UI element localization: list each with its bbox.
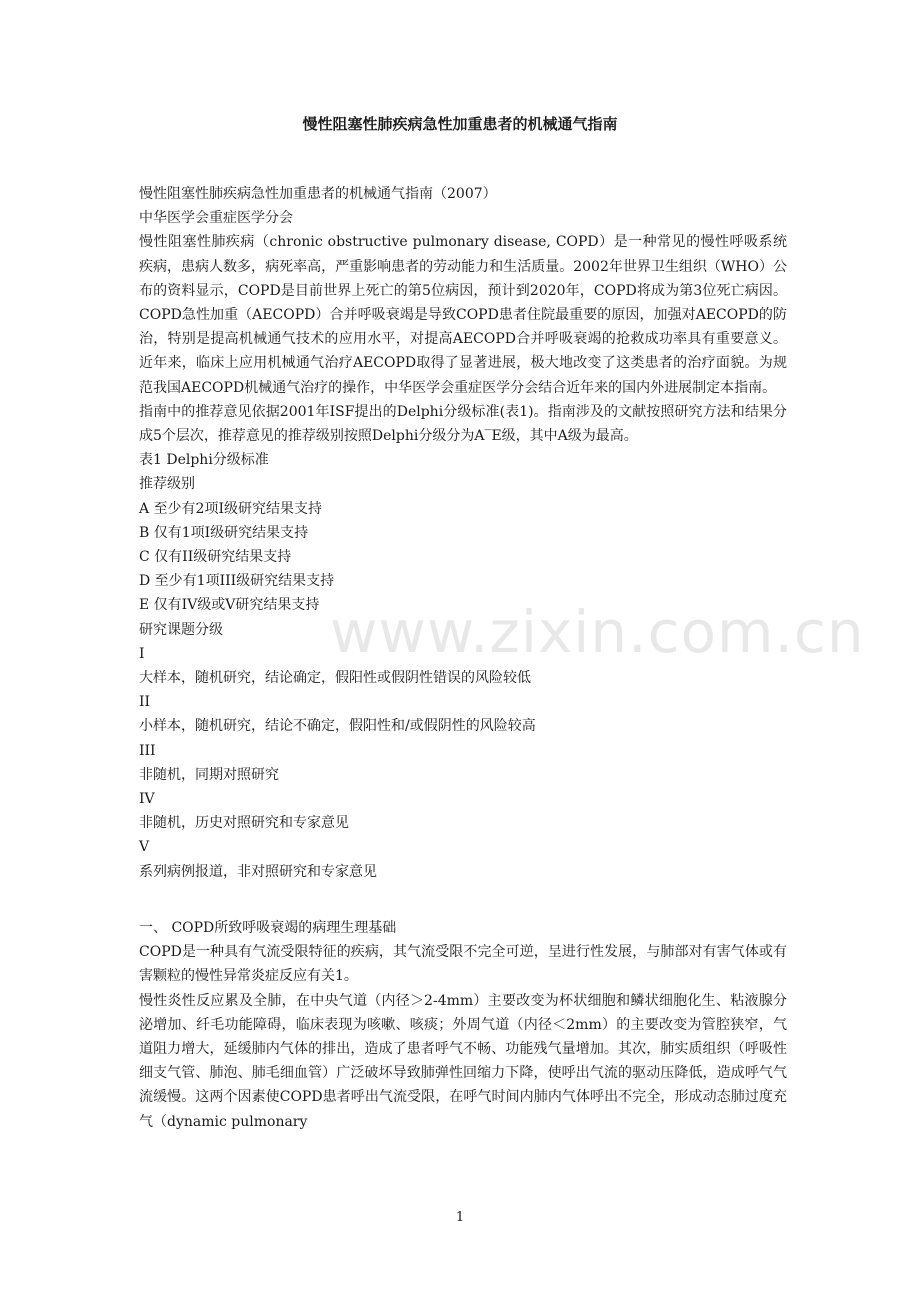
paragraph: 慢性阻塞性肺疾病（chronic obstructive pulmonary disease, COPD）是一种常见的慢性呼吸系统疾病，患病人数多，病死率高，严重影响患者的劳动能力和生活质量。2002年世界卫生组织（WHO）公布的资料显示，COPD是目前世界上死亡的第5位病因，预计到2020年，COPD将成为第3位死亡病因。COPD急性加重（AECOPD）合并呼吸衰竭是导致COPD患者住院最重要的原因，加强对AECOPD的防治，特别是提高机械通气技术的应用水平，对提高AECOPD合并呼吸衰竭的抢救成功率具有重要意义。近年来，临床上应用机械通气治疗AECOPD取得了显著进展，极大地改变了这类患者的治疗面貌。为规范我国AECOPD机械通气治疗的操作，中华医学会重症医学分会结合近年来的国内外进展制定本指南。 (139, 234, 787, 396)
paragraph: II (139, 694, 151, 711)
paragraph: 慢性阻塞性肺疾病急性加重患者的机械通气指南（2007） (139, 186, 497, 202)
paragraph: III (139, 742, 156, 759)
section-heading: 一、 COPD所致呼吸衰竭的病理生理基础 (139, 919, 397, 936)
paragraph: A 至少有2项I级研究结果支持 (139, 500, 322, 517)
paragraph: COPD是一种具有气流受限特征的疾病，其气流受限不完全可逆，呈进行性发展，与肺部对有害气体或有害颗粒的慢性异常炎症反应有关1。 (139, 944, 787, 985)
watermark: www.zixin.com.cn (330, 598, 865, 666)
paragraph: B 仅有1项I级研究结果支持 (139, 524, 309, 541)
paragraph: 非随机，同期对照研究 (139, 766, 279, 783)
paragraph: E 仅有IV级或V研究结果支持 (139, 597, 320, 614)
paragraph: D 至少有1项III级研究结果支持 (139, 573, 335, 590)
paragraph: 推荐级别 (139, 476, 195, 493)
paragraph: 研究课题分级 (139, 621, 223, 638)
paragraph: 指南中的推荐意见依据2001年ISF提出的Delphi分级标准(表1)。指南涉及的文献按照研究方法和结果分成5个层次，推荐意见的推荐级别按照Delphi分级分为A‾E级，其中A级为最高。 (139, 403, 787, 445)
page-number: 1 (455, 1210, 465, 1225)
paragraph: 小样本，随机研究，结论不确定，假阳性和/或假阴性的风险较高 (139, 718, 536, 735)
paragraph: I (139, 645, 145, 662)
paragraph: 非随机，历史对照研究和专家意见 (139, 815, 349, 832)
paragraph: C 仅有II级研究结果支持 (139, 549, 292, 566)
paragraph: 慢性炎性反应累及全肺，在中央气道（内径＞2-4mm）主要改变为杯状细胞和鳞状细胞化生、粘液腺分泌增加、纤毛功能障碍，临床表现为咳嗽、咳痰；外周气道（内径＜2mm）的主要改变为管腔狭窄，气道阻力增大，延缓肺内气体的排出，造成了患者呼气不畅、功能残气量增加。其次，肺实质组织（呼吸性细支气管、肺泡、肺毛细血管）广泛破坏导致肺弹性回缩力下降，使呼出气流的驱动压降低，造成呼气气流缓慢。这两个因素使COPD患者呼出气流受限，在呼气时间内肺内气体呼出不完全，形成动态肺过度充气（dynamic pulmonary (139, 992, 787, 1130)
table-caption: 表1 Delphi分级标准 (139, 452, 269, 469)
document-title: 慢性阻塞性肺疾病急性加重患者的机械通气指南 (302, 115, 618, 133)
paragraph: 大样本，随机研究，结论确定，假阳性或假阴性错误的风险较低 (139, 670, 531, 687)
paragraph: 中华医学会重症医学分会 (139, 210, 293, 227)
spacer (139, 884, 787, 908)
paragraph: 系列病例报道，非对照研究和专家意见 (139, 863, 377, 880)
paragraph: IV (139, 791, 155, 808)
paragraph: V (139, 839, 150, 856)
